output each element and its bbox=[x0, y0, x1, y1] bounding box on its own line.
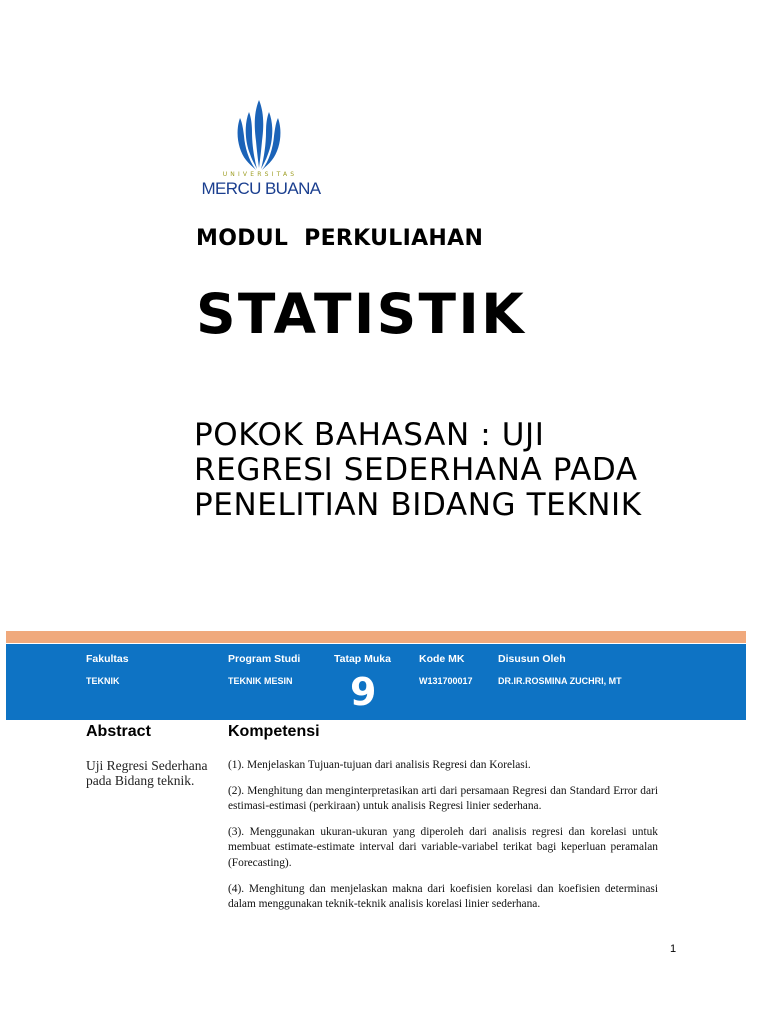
page-title: STATISTIK bbox=[196, 282, 527, 346]
disusun-oleh-label: Disusun Oleh bbox=[498, 653, 566, 665]
page-number: 1 bbox=[670, 943, 677, 955]
kode-mk-label: Kode MK bbox=[419, 653, 465, 665]
info-band bbox=[6, 644, 746, 720]
fakultas-value: TEKNIK bbox=[86, 676, 120, 686]
subject-heading: POKOK BAHASAN : UJI REGRESI SEDERHANA PADA PENELITIAN BIDANG TEKNIK bbox=[194, 417, 642, 523]
university-label: UNIVERSITAS bbox=[222, 171, 298, 178]
program-studi-label: Program Studi bbox=[228, 653, 301, 665]
kompetensi-heading: Kompetensi bbox=[228, 723, 320, 740]
kompetensi-list bbox=[228, 758, 658, 923]
abstract-text: Uji Regresi Sederhana pada Bidang teknik. bbox=[86, 758, 208, 788]
kompetensi-item: (3). Menggunakan ukuran-ukuran yang diperoleh dari analisis regresi dan korelasi untuk membuat estimate-estimate interval dari variable-variabel terikat bagi keperluan peramalan (Forecasting). bbox=[228, 825, 658, 869]
kompetensi-item: (4). Menghitung dan menjelaskan makna dari koefisien korelasi dan koefisien determinasi dalam menggunakan teknik-teknik analisis korelasi linier sederhana. bbox=[228, 882, 658, 911]
university-logo bbox=[196, 96, 326, 206]
kompetensi-item: (2). Menghitung dan menginterpretasikan arti dari persamaan Regresi dan Standard Error dari estimasi-estimasi (perkiraan) untuk analisis Regresi linier sederhana. bbox=[228, 784, 658, 813]
program-studi-value: TEKNIK MESIN bbox=[228, 676, 293, 686]
abstract-heading: Abstract bbox=[86, 723, 151, 740]
tatap-muka-value: 9 bbox=[350, 670, 377, 714]
fakultas-label: Fakultas bbox=[86, 653, 129, 665]
kompetensi-item: (1). Menjelaskan Tujuan-tujuan dari analisis Regresi dan Korelasi. bbox=[228, 759, 531, 771]
modul-label: MODUL PERKULIAHAN bbox=[196, 226, 484, 251]
disusun-oleh-value: DR.IR.ROSMINA ZUCHRI, MT bbox=[498, 676, 622, 686]
kode-mk-value: W131700017 bbox=[419, 676, 473, 686]
tatap-muka-label: Tatap Muka bbox=[334, 653, 391, 665]
mercu-buana-emblem bbox=[234, 96, 284, 171]
brand-name: MERCU BUANA bbox=[201, 179, 321, 198]
accent-stripe bbox=[6, 631, 746, 643]
